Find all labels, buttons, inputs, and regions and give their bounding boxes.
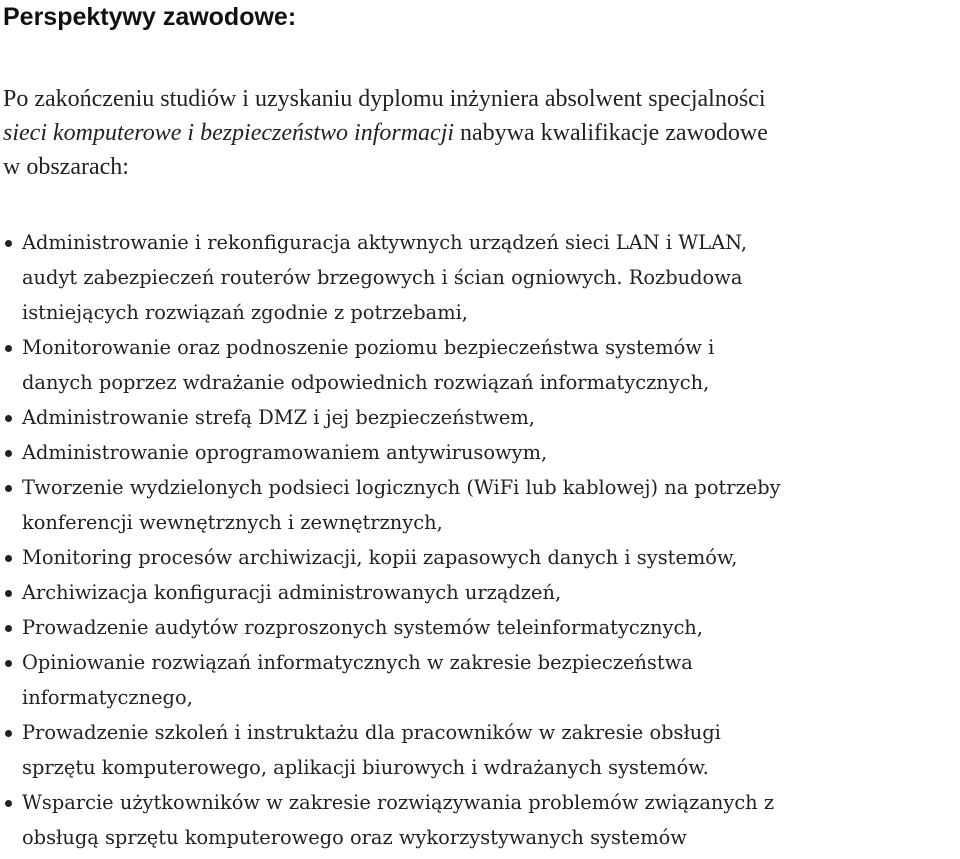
bullet-icon xyxy=(5,415,12,422)
list-item-line: Monitoring procesów archiwizacji, kopii zapasowych danych i systemów, xyxy=(22,546,738,569)
list-item-line: Administrowanie oprogramowaniem antywirusowym, xyxy=(22,441,548,464)
intro-line-rest: nabywa kwalifikacje zawodowe xyxy=(454,120,768,146)
intro-line: Po zakończeniu studiów i uzyskaniu dyplomu inżyniera absolwent specjalności xyxy=(3,86,766,112)
list-item xyxy=(0,575,960,610)
list-item-line: Prowadzenie audytów rozproszonych systemów teleinformatycznych, xyxy=(22,616,703,639)
intro-paragraph xyxy=(3,82,958,184)
section-heading: Perspektywy zawodowe: xyxy=(3,3,297,31)
list-item-line: Monitorowanie oraz podnoszenie poziomu bezpieczeństwa systemów i xyxy=(22,336,715,359)
list-item xyxy=(0,225,960,330)
list-item xyxy=(0,610,960,645)
specialization-name: sieci komputerowe i bezpieczeństwo informacji xyxy=(3,120,455,146)
bullet-icon xyxy=(5,450,12,457)
bullet-icon xyxy=(5,625,12,632)
list-item-line: obsługą sprzętu komputerowego oraz wykorzystywanych systemów xyxy=(22,826,687,849)
career-areas-list xyxy=(0,225,960,855)
list-item-line: Tworzenie wydzielonych podsieci logicznych (WiFi lub kablowej) na potrzeby xyxy=(22,476,781,499)
list-item-line: sprzętu komputerowego, aplikacji biurowych i wdrażanych systemów. xyxy=(22,756,709,779)
bullet-icon xyxy=(5,730,12,737)
bullet-icon xyxy=(5,240,12,247)
list-item xyxy=(0,400,960,435)
list-item-line: Administrowanie strefą DMZ i jej bezpieczeństwem, xyxy=(22,406,535,429)
intro-line xyxy=(3,116,958,150)
bullet-icon xyxy=(5,800,12,807)
bullet-icon xyxy=(5,345,12,352)
bullet-icon xyxy=(5,555,12,562)
list-item-line: Opiniowanie rozwiązań informatycznych w zakresie bezpieczeństwa xyxy=(22,651,693,674)
list-item xyxy=(0,715,960,785)
bullet-icon xyxy=(5,590,12,597)
list-item xyxy=(0,540,960,575)
list-item xyxy=(0,645,960,715)
list-item-line: audyt zabezpieczeń routerów brzegowych i ścian ogniowych. Rozbudowa xyxy=(22,266,743,289)
bullet-icon xyxy=(5,660,12,667)
list-item-line: Prowadzenie szkoleń i instruktażu dla pracowników w zakresie obsługi xyxy=(22,721,721,744)
list-item-line: istniejących rozwiązań zgodnie z potrzebami, xyxy=(22,301,468,324)
list-item xyxy=(0,435,960,470)
list-item-line: Wsparcie użytkowników w zakresie rozwiązywania problemów związanych z xyxy=(22,791,775,814)
list-item-line: konferencji wewnętrznych i zewnętrznych, xyxy=(22,511,443,534)
list-item xyxy=(0,330,960,400)
intro-line: w obszarach: xyxy=(3,154,129,180)
list-item-line: danych poprzez wdrażanie odpowiednich rozwiązań informatycznych, xyxy=(22,371,710,394)
list-item-line: Administrowanie i rekonfiguracja aktywnych urządzeń sieci LAN i WLAN, xyxy=(22,231,747,254)
bullet-icon xyxy=(5,485,12,492)
list-item xyxy=(0,470,960,540)
list-item-line: Archiwizacja konfiguracji administrowanych urządzeń, xyxy=(22,581,562,604)
list-item-line: informatycznego, xyxy=(22,686,193,709)
list-item xyxy=(0,785,960,855)
